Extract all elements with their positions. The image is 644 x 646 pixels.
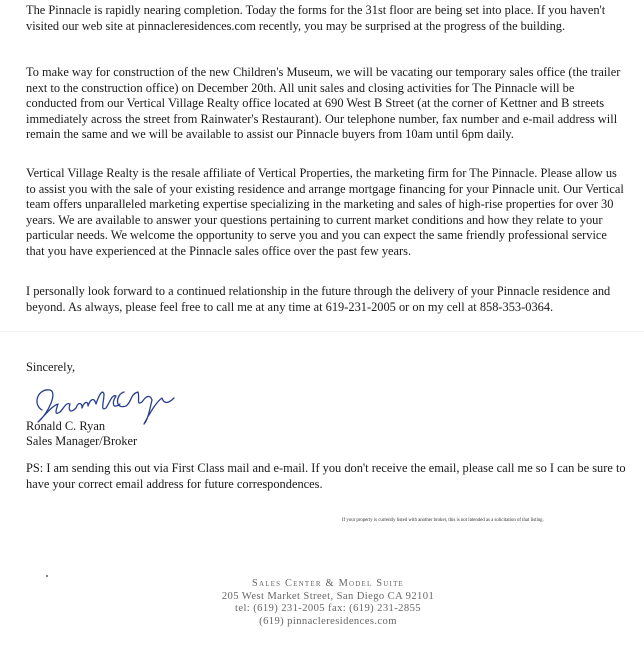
footer-heading: Sales Center & Model Suite <box>251 578 405 589</box>
signer-title: Sales Manager/Broker <box>26 434 138 448</box>
footer-address: 205 West Market Street, San Diego CA 92101 <box>221 590 435 602</box>
footer-phones: tel: (619) 231-2005 fax: (619) 231-2855 <box>235 603 421 615</box>
faint-divider <box>0 331 644 332</box>
paragraph-closing-remarks: I personally look forward to a continued relationship in the future through the delivery of your Pinnacle residence and beyond. As always, please feel free to call me at any time at 619-231-2005 or on my cell at 858-353-0364. <box>26 284 611 314</box>
footer-website: (619) pinnacleresidences.com <box>259 615 397 627</box>
paragraph-progress: The Pinnacle is rapidly nearing completion. Today the forms for the 31st floor are being set into place. If you haven't visited our web site at pinnacleresidences.com recently, you may be surprised at the progress of the building. <box>26 3 606 33</box>
speck <box>46 575 48 577</box>
closing-salutation: Sincerely, <box>26 360 76 374</box>
listing-disclaimer: If your property is currently listed with another broker, this is not intended as a solicitation of that listing. <box>342 518 544 523</box>
signer-name: Ronald C. Ryan <box>26 419 106 433</box>
paragraph-resale-affiliate: Vertical Village Realty is the resale affiliate of Vertical Properties, the marketing firm for The Pinnacle. Please allow us to assist you with the sale of your existing residence and arrange mortgage financing for your Pinnacle unit. Our Vertical team offers unparalleled marketing expertise specializing in the marketing and sales of high-rise properties for over 30 years. We are available to answer your questions pertaining to current market conditions and how they relate to your particular needs. We welcome the opportunity to serve you and you can expect the same friendly professional service that you have experienced at the Pinnacle sales office over the past few years. <box>26 166 624 258</box>
paragraph-office-move: To make way for construction of the new Children's Museum, we will be vacating our temporary sales office (the trailer next to the construction office) on December 20th. All unit sales and closing activities for The Pinnacle will be conducted from our Vertical Village Realty office located at 690 West B Street (at the corner of Kettner and B streets immediately across the street from Rainwater's Restaurant). Our telephone number, fax number and e-mail address will remain the same and we will be available to assist our Pinnacle buyers from 10am until 6pm daily. <box>26 65 621 142</box>
letterhead-footer <box>160 578 496 628</box>
postscript: PS: I am sending this out via First Class mail and e-mail. If you don't receive the email, please call me so I can be sure to have your correct email address for future correspondences. <box>26 461 626 491</box>
